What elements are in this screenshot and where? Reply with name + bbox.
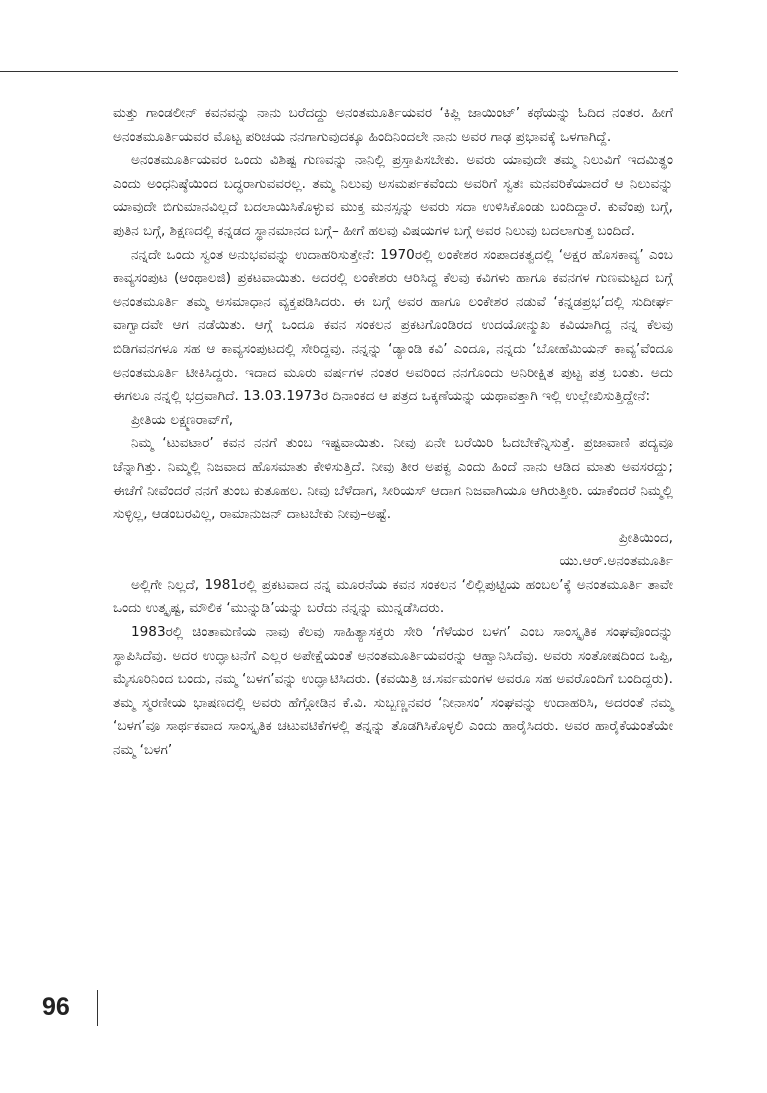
letter-body: ನಿಮ್ಮ ‘ಟುವಟಾರ’ ಕವನ ನನಗೆ ತುಂಬ ಇಷ್ಟವಾಯಿತು. ನೀವು ಏನೇ ಬರೆಯಿರಿ ಓದಬೇಕೆನ್ನಿಸುತ್ತೆ. ಪ್ರಜಾವಾಣಿ ಪದ್ಯವೂ ಚೆನ್ನಾಗಿತ್ತು. ನಿಮ್ಮಲ್ಲಿ ನಿಜವಾದ ಹೊಸಮಾತು ಕೇಳಿಸುತ್ತಿದೆ. ನೀವು ತೀರ ಅಪಕ್ವ ಎಂದು ಹಿಂದೆ ನಾನು ಆಡಿದ ಮಾತು ಅವಸರದ್ದು; ಈಚೆಗೆ ನೀವೆಂದರೆ ನನಗೆ ತುಂಬ ಕುತೂಹಲ. ನೀವು ಬೆಳೆದಾಗ, ಸೀರಿಯಸ್ ಆದಾಗ ನಿಜವಾಗಿಯೂ ಆಗಿರುತ್ತೀರಿ. ಯಾಕೆಂದರೆ ನಿಮ್ಮಲ್ಲಿ ಸುಳ್ಳಿಲ್ಲ, ಆಡಂಬರವಿಲ್ಲ, ರಾಮಾನುಜನ್ ದಾಟಬೇಕು ನೀವು–ಅಷ್ಟೆ. bbox=[113, 435, 673, 523]
paragraph: ನನ್ನದೇ ಒಂದು ಸ್ವಂತ ಅನುಭವವನ್ನು ಉದಾಹರಿಸುತ್ತೇನೆ: 1970ರಲ್ಲಿ ಲಂಕೇಶರ ಸಂಪಾದಕತ್ವದಲ್ಲಿ ‘ಅಕ್ಷರ ಹೊಸಕಾವ್ಯ’ ಎಂಬ ಕಾವ್ಯಸಂಪುಟ (ಆಂಥಾಲಜಿ) ಪ್ರಕಟವಾಯಿತು. ಅದರಲ್ಲಿ ಲಂಕೇಶರು ಆರಿಸಿದ್ದ ಕೆಲವು ಕವಿಗಳು ಹಾಗೂ ಕವನಗಳ ಗುಣಮಟ್ಟದ ಬಗ್ಗೆ ಅನಂತಮೂರ್ತಿ ತಮ್ಮ ಅಸಮಾಧಾನ ವ್ಯಕ್ತಪಡಿಸಿದರು. ಈ ಬಗ್ಗೆ ಅವರ ಹಾಗೂ ಲಂಕೇಶರ ನಡುವೆ ‘ಕನ್ನಡಪ್ರಭ’ದಲ್ಲಿ ಸುದೀರ್ಘ ವಾಗ್ವಾದವೇ ಆಗ ನಡೆಯಿತು. ಆಗ್ಗೆ ಒಂದೂ ಕವನ ಸಂಕಲನ ಪ್ರಕಟಗೊಂಡಿರದ ಉದಯೋನ್ಮುಖ ಕವಿಯಾಗಿದ್ದ ನನ್ನ ಕೆಲವು ಬಿಡಿಗವನಗಳೂ ಸಹ ಆ ಕಾವ್ಯಸಂಪುಟದಲ್ಲಿ ಸೇರಿದ್ದವು. ನನ್ನನ್ನು ‘ಡ್ಯಾಂಡಿ ಕವಿ’ ಎಂದೂ, ನನ್ನದು ‘ಬೋಹೆಮಿಯನ್ ಕಾವ್ಯ’ವೆಂದೂ ಅನಂತಮೂರ್ತಿ ಟೀಕಿಸಿದ್ದರು. ಇದಾದ ಮೂರು ವರ್ಷಗಳ ನಂತರ ಅವರಿಂದ ನನಗೊಂದು ಅನಿರೀಕ್ಷಿತ ಪುಟ್ಟ ಪತ್ರ ಬಂತು. ಅದು ಈಗಲೂ ನನ್ನಲ್ಲಿ ಭದ್ರವಾಗಿದೆ. 13.03.1973ರ ದಿನಾಂಕದ ಆ ಪತ್ರದ ಒಕ್ಕಣೆಯನ್ನು ಯಥಾವತ್ತಾಗಿ ಇಲ್ಲಿ ಉಲ್ಲೇಖಿಸುತ್ತಿದ್ದೇನೆ: bbox=[113, 246, 673, 405]
paragraph: ಮತ್ತು ಗಾಂಡಲೀನ್ ಕವನವನ್ನು ನಾನು ಬರೆದದ್ದು ಅನಂತಮೂರ್ತಿಯವರ ‘ಕಿಪ್ಲಿ ಜಾಯಿಂಟ್’ ಕಥೆಯನ್ನು ಓದಿದ ನಂತರ. ಹೀಗೆ ಅನಂತಮೂರ್ತಿಯವರ ಮೊಟ್ಟ ಪರಿಚಯ ನನಗಾಗುವುದಕ್ಕೂ ಹಿಂದಿನಿಂದಲೇ ನಾನು ಅವರ ಗಾಢ ಪ್ರಭಾವಕ್ಕೆ ಒಳಗಾಗಿದ್ದೆ. bbox=[113, 105, 673, 145]
paragraph: 1983ರಲ್ಲಿ ಚಿಂತಾಮಣಿಯ ನಾವು ಕೆಲವು ಸಾಹಿತ್ಯಾಸಕ್ತರು ಸೇರಿ ‘ಗೆಳೆಯರ ಬಳಗ’ ಎಂಬ ಸಾಂಸ್ಕೃತಿಕ ಸಂಘವೊಂದನ್ನು ಸ್ಥಾಪಿಸಿದೆವು. ಅದರ ಉದ್ಘಾಟನೆಗೆ ಎಲ್ಲರ ಅಪೇಕ್ಷೆಯಂತೆ ಅನಂತಮೂರ್ತಿಯವರನ್ನು ಆಹ್ವಾನಿಸಿದೆವು. ಅವರು ಸಂತೋಷದಿಂದ ಒಪ್ಪಿ, ಮೈಸೂರಿನಿಂದ ಬಂದು, ನಮ್ಮ ‘ಬಳಗ’ವನ್ನು ಉದ್ಘಾಟಿಸಿದರು. (ಕವಯಿತ್ರಿ ಚ.ಸರ್ವಮಂಗಳ ಅವರೂ ಸಹ ಅವರೊಂದಿಗೆ ಬಂದಿದ್ದರು). ತಮ್ಮ ಸ್ಮರಣೀಯ ಭಾಷಣದಲ್ಲಿ ಅವರು ಹೆಗ್ಗೋಡಿನ ಕೆ.ವಿ. ಸುಬ್ಬಣ್ಣನವರ ‘ನೀನಾಸಂ’ ಸಂಘವನ್ನು ಉದಾಹರಿಸಿ, ಅದರಂತೆ ನಮ್ಮ ‘ಬಳಗ’ವೂ ಸಾರ್ಥಕವಾದ ಸಾಂಸ್ಕೃತಿಕ ಚಟುವಟಿಕೆಗಳಲ್ಲಿ ತನ್ನನ್ನು ತೊಡಗಿಸಿಕೊಳ್ಳಲಿ ಎಂದು ಹಾರೈಸಿದರು. ಅವರ ಹಾರೈಕೆಯಂತೆಯೇ ನಮ್ಮ ‘ಬಳಗ’ bbox=[113, 624, 673, 759]
page-number: 96 bbox=[42, 993, 70, 1021]
paragraph: ಅಲ್ಲಿಗೇ ನಿಲ್ಲದೆ, 1981ರಲ್ಲಿ ಪ್ರಕಟವಾದ ನನ್ನ ಮೂರನೆಯ ಕವನ ಸಂಕಲನ ‘ಲಿಲ್ಲಿಪುಟ್ಟಿಯ ಹಂಬಲ’ಕ್ಕೆ ಅನಂತಮೂರ್ತಿ ತಾವೇ ಒಂದು ಉತ್ಕೃಷ್ಟ, ಮೌಲಿಕ ‘ಮುನ್ನುಡಿ’ಯನ್ನು ಬರೆದು ನನ್ನನ್ನು ಮುನ್ನಡೆಸಿದರು. bbox=[113, 576, 673, 617]
paragraph: ಅನಂತಮೂರ್ತಿಯವರ ಒಂದು ವಿಶಿಷ್ಟ ಗುಣವನ್ನು ನಾನಿಲ್ಲಿ ಪ್ರಸ್ತಾಪಿಸಬೇಕು. ಅವರು ಯಾವುದೇ ತಮ್ಮ ನಿಲುವಿಗೆ ಇದಮಿತ್ಥಂ ಎಂದು ಅಂಧನಿಷ್ಠೆಯಿಂದ ಬದ್ಧರಾಗುವವರಲ್ಲ. ತಮ್ಮ ನಿಲುವು ಅಸಮರ್ಪಕವೆಂದು ಅವರಿಗೆ ಸ್ವತಃ ಮನವರಿಕೆಯಾದರೆ ಆ ನಿಲುವನ್ನು ಯಾವುದೇ ಬಿಗುಮಾನವಿಲ್ಲದೆ ಬದಲಾಯಿಸಿಕೊಳ್ಳುವ ಮುಕ್ತ ಮನಸ್ಸನ್ನು ಅವರು ಸದಾ ಉಳಿಸಿಕೊಂಡು ಬಂದಿದ್ದಾರೆ. ಕುವೆಂಪು ಬಗ್ಗೆ, ಪುತಿನ ಬಗ್ಗೆ, ಶಿಕ್ಷಣದಲ್ಲಿ ಕನ್ನಡದ ಸ್ಥಾನಮಾನದ ಬಗ್ಗೆ– ಹೀಗೆ ಹಲವು ವಿಷಯಗಳ ಬಗ್ಗೆ ಅವರ ನಿಲುವು ಬದಲಾಗುತ್ತ ಬಂದಿದೆ. bbox=[113, 152, 673, 239]
body-text bbox=[113, 102, 673, 763]
letter-signature: ಯು.ಆರ್.ಅನಂತಮೂರ್ತಿ bbox=[559, 553, 673, 570]
top-rule bbox=[0, 71, 678, 72]
letter-closing: ಪ್ರೀತಿಯಿಂದ, bbox=[618, 529, 673, 546]
page-number-divider bbox=[97, 990, 98, 1026]
letter-salutation: ಪ್ರೀತಿಯ ಲಕ್ಷ್ಮಣರಾವ್‌ಗೆ, bbox=[131, 411, 234, 428]
